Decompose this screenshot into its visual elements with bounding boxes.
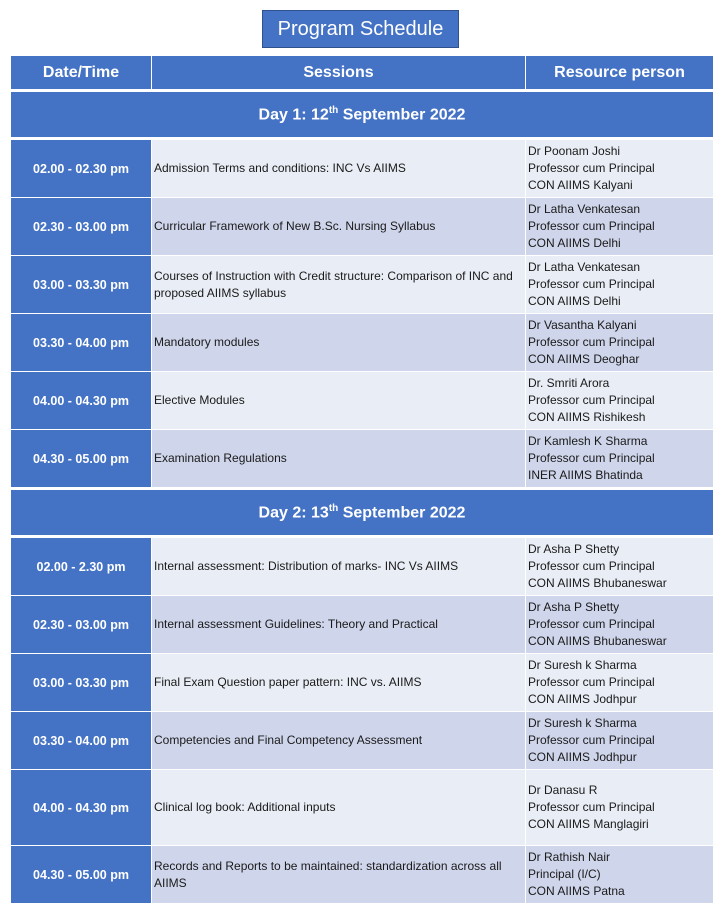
resource-cell: Dr Suresh k Sharma Professor cum Principal CON AIIMS Jodhpur: [526, 712, 714, 770]
session-cell: Internal assessment: Distribution of marks- INC Vs AIIMS: [152, 538, 526, 596]
session-cell: Curricular Framework of New B.Sc. Nursing Syllabus: [152, 198, 526, 256]
header-row: [11, 56, 714, 90]
table-row: [11, 140, 714, 198]
table-row: [11, 314, 714, 372]
session-cell: Clinical log book: Additional inputs: [152, 770, 526, 846]
time-cell: 03.30 - 04.00 pm: [11, 712, 152, 770]
time-cell: 02.30 - 03.00 pm: [11, 198, 152, 256]
time-cell: 03.00 - 03.30 pm: [11, 256, 152, 314]
table-row: [11, 596, 714, 654]
time-cell: 02.00 - 02.30 pm: [11, 140, 152, 198]
time-cell: 04.00 - 04.30 pm: [11, 372, 152, 430]
header-date-time: Date/Time: [11, 56, 152, 90]
schedule-table: [10, 55, 714, 904]
resource-cell: Dr Kamlesh K Sharma Professor cum Principal INER AIIMS Bhatinda: [526, 430, 714, 488]
session-cell: Internal assessment Guidelines: Theory and Practical: [152, 596, 526, 654]
header-resource-person: Resource person: [526, 56, 714, 90]
resource-cell: Dr Latha Venkatesan Professor cum Principal CON AIIMS Delhi: [526, 256, 714, 314]
time-cell: 04.00 - 04.30 pm: [11, 770, 152, 846]
session-cell: Elective Modules: [152, 372, 526, 430]
session-cell: Records and Reports to be maintained: standardization across all AIIMS: [152, 846, 526, 904]
time-cell: 02.30 - 03.00 pm: [11, 596, 152, 654]
time-cell: 02.00 - 2.30 pm: [11, 538, 152, 596]
resource-cell: Dr Asha P Shetty Professor cum Principal CON AIIMS Bhubaneswar: [526, 596, 714, 654]
resource-cell: Dr Asha P Shetty Professor cum Principal CON AIIMS Bhubaneswar: [526, 538, 714, 596]
table-row: [11, 538, 714, 596]
table-row: [11, 256, 714, 314]
table-row: [11, 654, 714, 712]
session-cell: Mandatory modules: [152, 314, 526, 372]
time-cell: 04.30 - 05.00 pm: [11, 430, 152, 488]
table-row: [11, 372, 714, 430]
session-cell: Admission Terms and conditions: INC Vs AIIMS: [152, 140, 526, 198]
resource-cell: Dr. Smriti Arora Professor cum Principal CON AIIMS Rishikesh: [526, 372, 714, 430]
resource-cell: Dr Vasantha Kalyani Professor cum Principal CON AIIMS Deoghar: [526, 314, 714, 372]
page-title: Program Schedule: [262, 10, 459, 48]
table-row: [11, 430, 714, 488]
resource-cell: Dr Poonam Joshi Professor cum Principal CON AIIMS Kalyani: [526, 140, 714, 198]
time-cell: 04.30 - 05.00 pm: [11, 846, 152, 904]
resource-cell: Dr Latha Venkatesan Professor cum Principal CON AIIMS Delhi: [526, 198, 714, 256]
day2-heading: Day 2: 13th September 2022: [11, 490, 714, 536]
table-row: [11, 198, 714, 256]
resource-cell: Dr Rathish Nair Principal (I/C) CON AIIMS Patna: [526, 846, 714, 904]
table-row: [11, 846, 714, 904]
day1-header-row: [11, 92, 714, 138]
time-cell: 03.30 - 04.00 pm: [11, 314, 152, 372]
session-cell: Final Exam Question paper pattern: INC vs. AIIMS: [152, 654, 526, 712]
header-sessions: Sessions: [152, 56, 526, 90]
session-cell: Competencies and Final Competency Assessment: [152, 712, 526, 770]
table-row: [11, 770, 714, 846]
time-cell: 03.00 - 03.30 pm: [11, 654, 152, 712]
resource-cell: Dr Danasu R Professor cum Principal CON AIIMS Manglagiri: [526, 770, 714, 846]
day2-header-row: [11, 490, 714, 536]
session-cell: Examination Regulations: [152, 430, 526, 488]
table-row: [11, 712, 714, 770]
session-cell: Courses of Instruction with Credit structure: Comparison of INC and proposed AIIMS syllabus: [152, 256, 526, 314]
resource-cell: Dr Suresh k Sharma Professor cum Principal CON AIIMS Jodhpur: [526, 654, 714, 712]
day1-heading: Day 1: 12th September 2022: [11, 92, 714, 138]
